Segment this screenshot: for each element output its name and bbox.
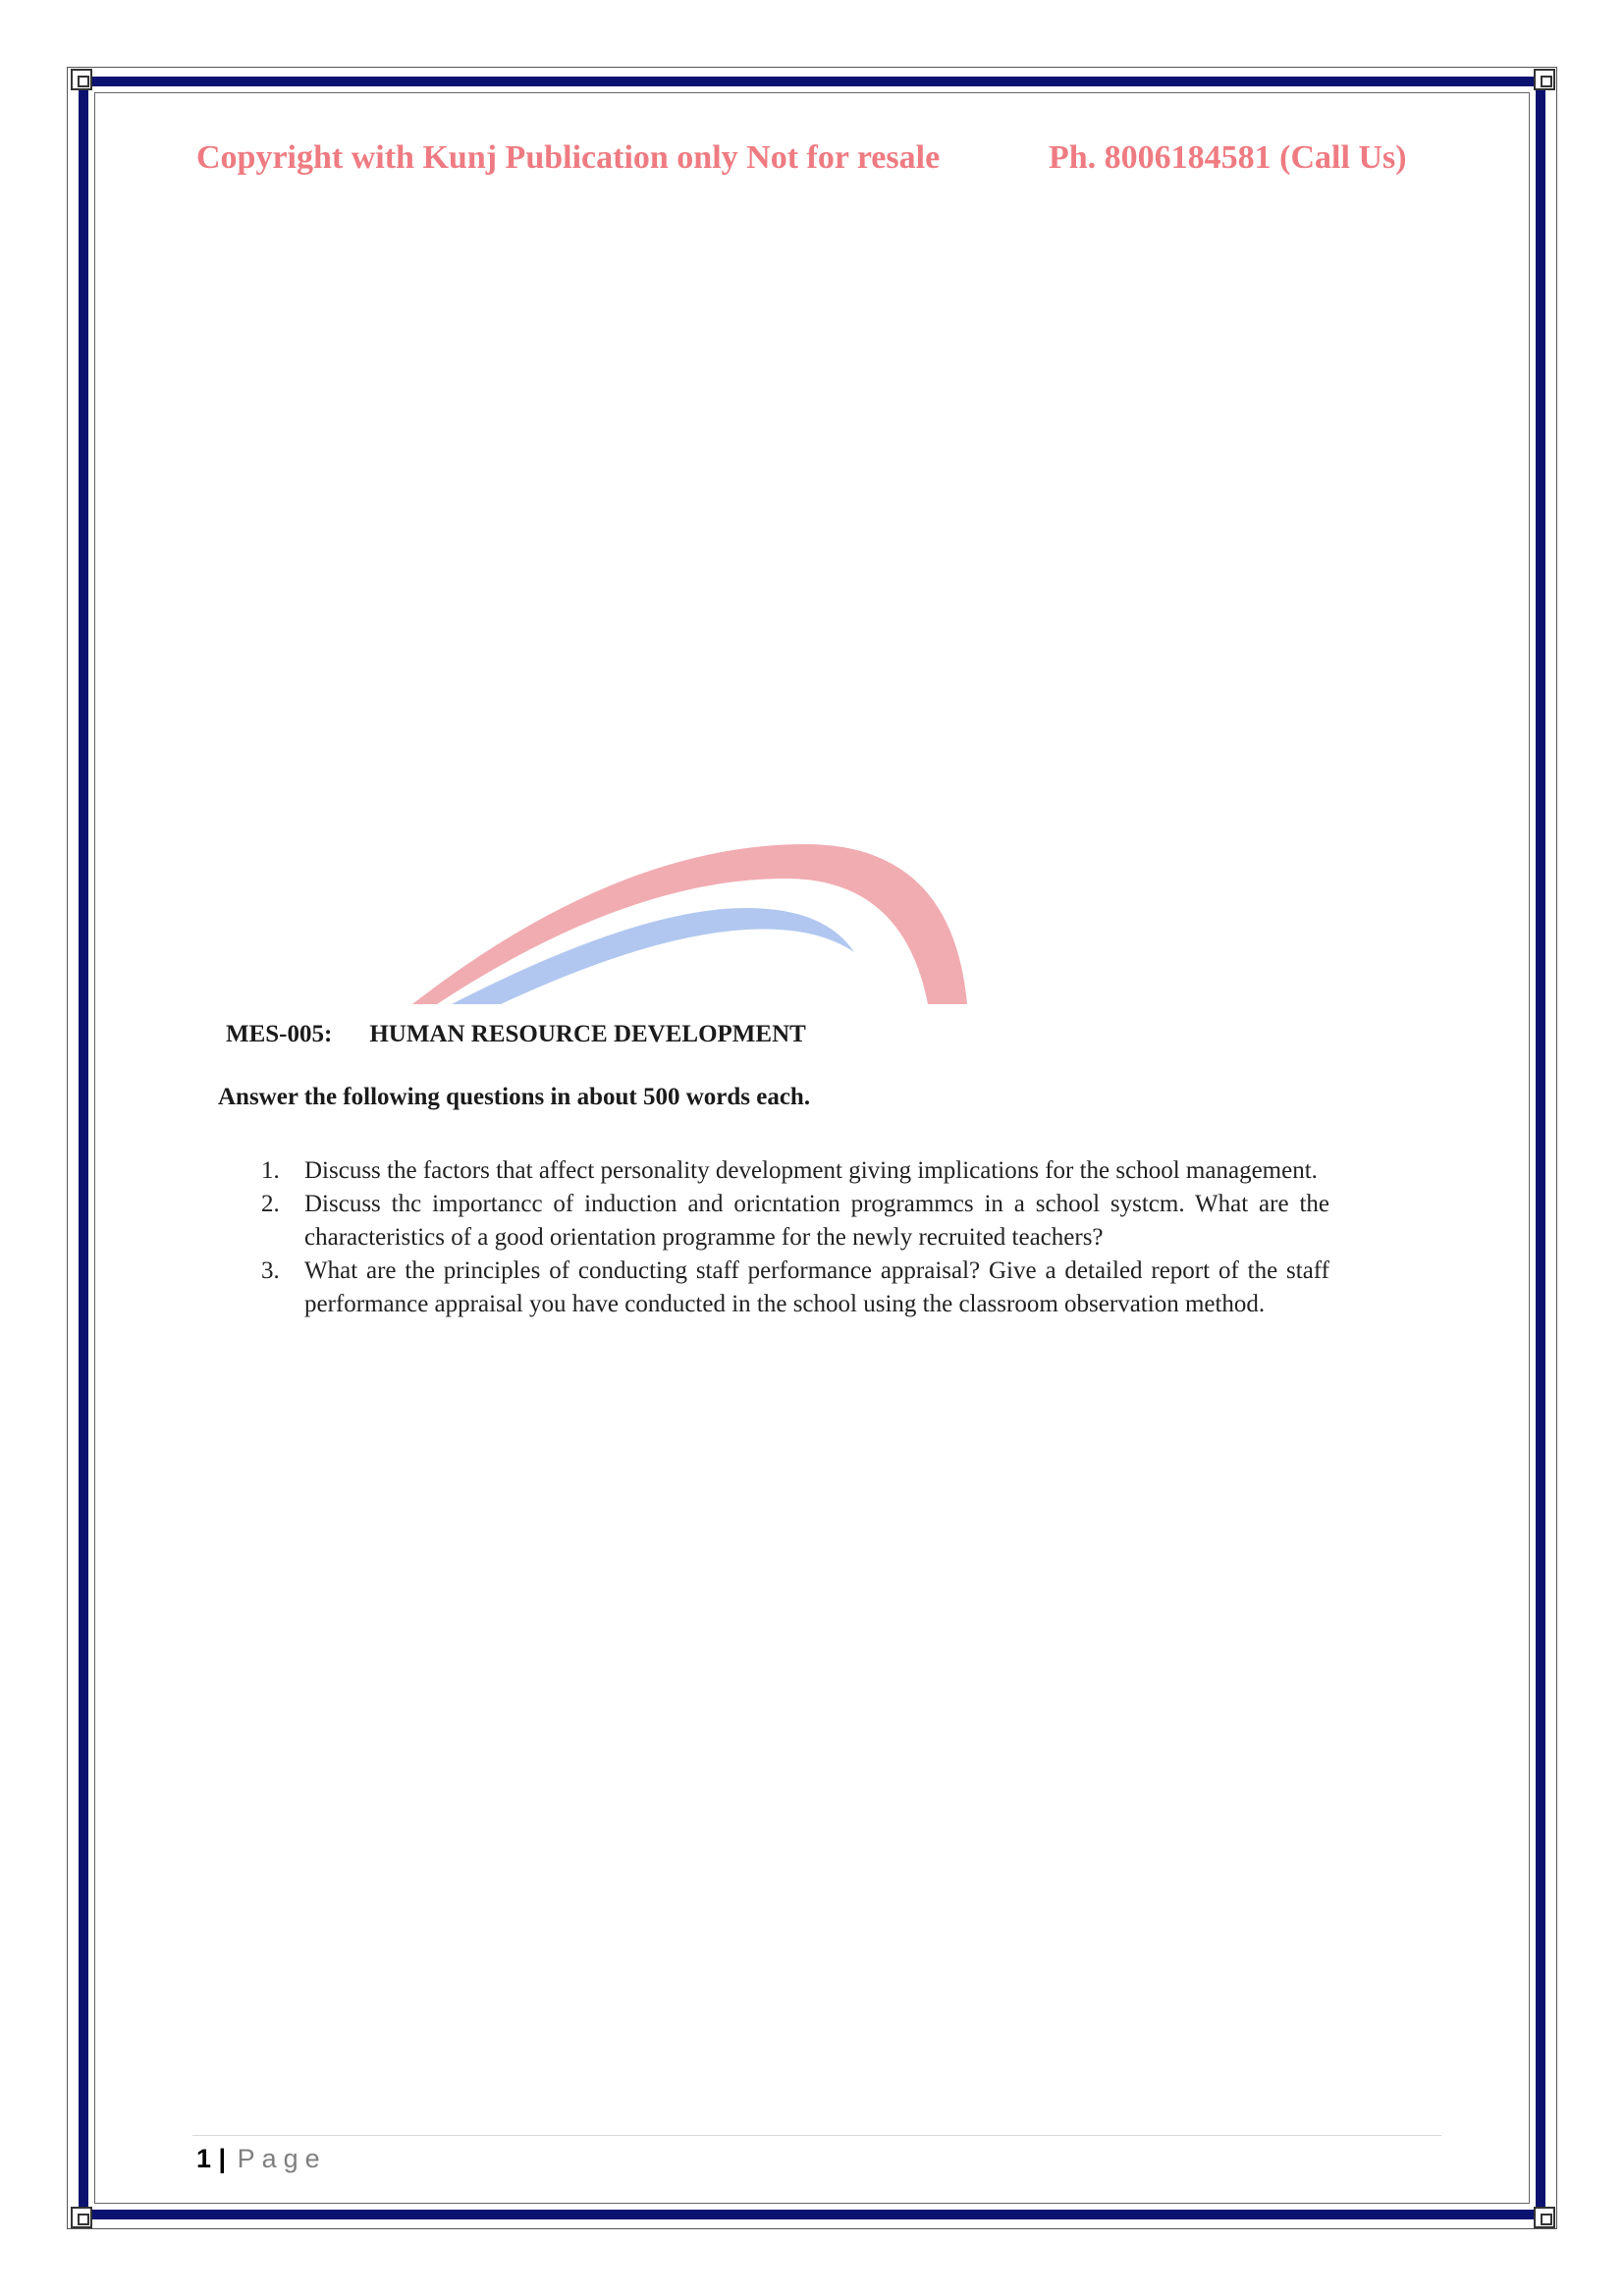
instruction-text: Answer the following questions in about 500 words each. [218,1084,811,1110]
course-title: HUMAN RESOURCE DEVELOPMENT [369,1021,806,1047]
page-separator: | [218,2144,227,2173]
question-text: What are the principles of conducting staff performance appraisal? Give a detailed report of the staff performance appraisal you have conducted in the school using the classroom observation method. [304,1257,1329,1317]
question-text: Discuss thc importancc of induction and oricntation programmcs in a school systcm. What are the characteristics of a good orientation programme for the newly recruited teachers? [304,1191,1329,1251]
page-border-inner [94,92,1530,2204]
page-number: 1 [196,2144,212,2173]
phone-text: Ph. 8006184581 (Call Us) [1049,139,1407,176]
copyright-header [196,139,1443,177]
corner-ornament-top-left [71,69,92,90]
course-heading [226,1021,806,1048]
question-list [253,1154,1329,1321]
copyright-text: Copyright with Kunj Publication only Not for resale [196,139,941,176]
question-number: 1. [261,1157,280,1184]
page-label: Page [237,2144,327,2173]
course-code: MES-005: [226,1021,333,1047]
question-text: Discuss the factors that affect personality development giving implications for the school management. [304,1157,1318,1184]
question-number: 2. [261,1191,280,1217]
question-item [253,1255,1329,1321]
question-item [253,1188,1329,1255]
question-item [253,1154,1329,1188]
footer-divider [192,2135,1441,2136]
question-number: 3. [261,1257,280,1284]
corner-ornament-bottom-right [1534,2207,1555,2228]
page-footer [196,2144,327,2174]
corner-ornament-top-right [1534,69,1555,90]
corner-ornament-bottom-left [71,2207,92,2228]
publisher-logo-watermark [393,839,992,1006]
